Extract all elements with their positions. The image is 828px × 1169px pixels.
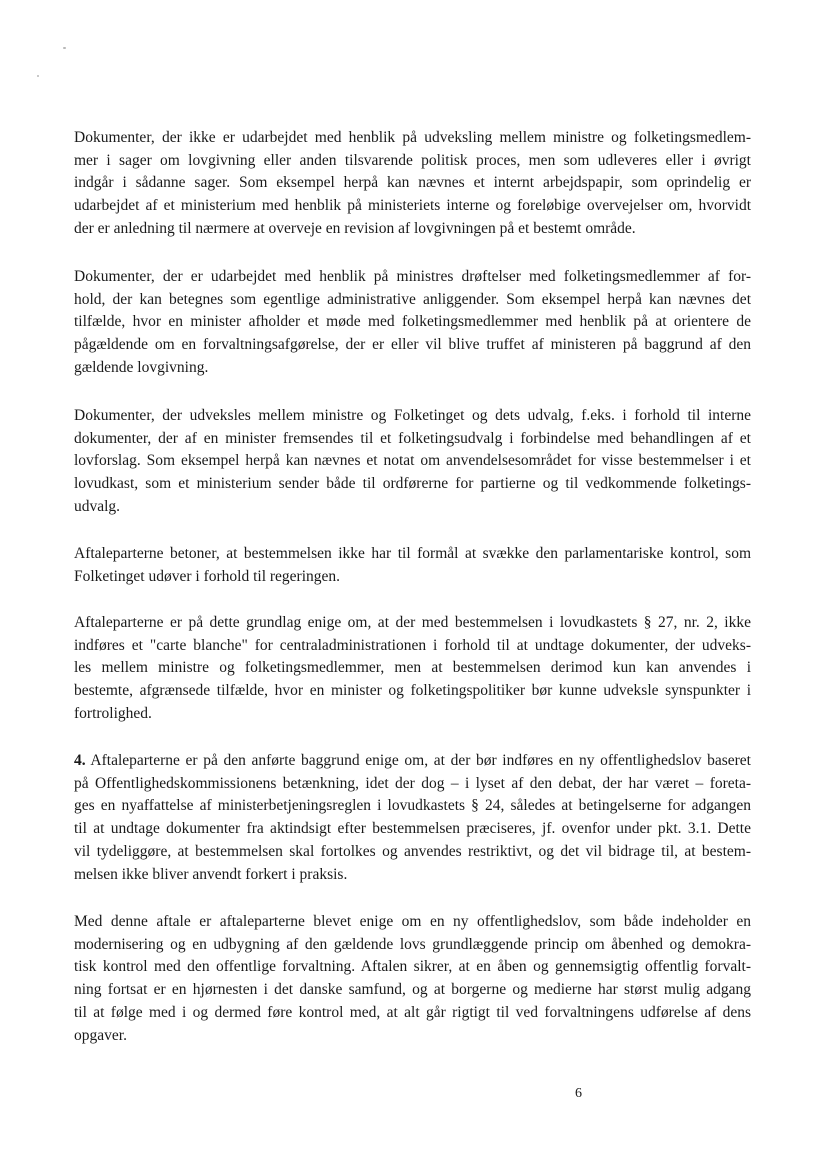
page-number: 6 [575, 1086, 582, 1101]
text-line: melsen ikke bliver anvendt forkert i praksis. [74, 865, 348, 883]
paragraph-folketinget-exchange [74, 405, 751, 519]
paragraph-administrative-matters [74, 266, 751, 380]
text-line: til at undtage dokumenter fra aktindsigt efter bestemmelsen præciseres, jf. ovenfor under pkt. 3.1. Dette [74, 820, 751, 838]
text-line: fortrolighed. [74, 704, 152, 722]
text-line: Folketinget udøver i forhold til regeringen. [74, 567, 341, 585]
text-line: Med denne aftale er aftaleparterne blevet enige om en ny offentlighedslov, som både indeholder en [74, 913, 751, 930]
text-line: på Offentlighedskommissionens betænkning, idet der dog – i lyset af den debat, der har været – foreta- [74, 774, 751, 792]
text-line: hold, der kan betegnes som egentlige administrative anliggender. Som eksempel herpå kan nævnes det [74, 290, 751, 308]
text-line-rest: Aftaleparterne er på den anførte baggrund enige om, at der bør indføres en ny offentlighedslov baseret [85, 752, 751, 769]
text-line: udarbejdet af et ministerium med henblik på ministeriets interne og foreløbige overvejelser om, hvorvidt [74, 197, 751, 215]
text-line: vil tydeliggøre, at bestemmelsen skal fortolkes og anvendes restriktivt, og det vil bidrage til, at bestem- [74, 842, 751, 860]
text-line [74, 750, 751, 773]
text-line: lovudkast, som et ministerium sender både til ordførerne for partierne og til vedkommende folketings- [74, 475, 751, 493]
text-line: opgaver. [74, 1026, 127, 1044]
text-line: dokumenter, der af en minister fremsendes til et folketingsudvalg i forbindelse med behandlingen af et [74, 429, 751, 447]
text-line: bestemte, afgrænsede tilfælde, hvor en minister og folketingspolitiker bør kunne udveksle synspunkter i [74, 682, 751, 700]
scan-speck [37, 75, 39, 77]
text-line: ges en nyaffattelse af ministerbetjeningsreglen i lovudkastets § 24, således at betingelserne for adgangen [74, 797, 751, 815]
text-line: Aftaleparterne betoner, at bestemmelsen ikke har til formål at svække den parlamentariske kontrol, som [74, 545, 751, 562]
text-line: Dokumenter, der udveksles mellem ministre og Folketinget og dets udvalg, f.eks. i forhold til interne [74, 407, 751, 424]
text-line: lovforslag. Som eksempel herpå kan nævnes et notat om anvendelsesområdet for visse bestemmelser i et [74, 452, 751, 470]
text-line: Dokumenter, der ikke er udarbejdet med henblik på udveksling mellem ministre og folketingsmedlem- [74, 129, 751, 146]
paragraph-carte-blanche [74, 612, 751, 726]
section-number: 4. [74, 752, 86, 769]
text-line: les mellem ministre og folketingsmedlemmer, men at bestemmelsen derimod kun kan anvendes i [74, 659, 751, 677]
paragraph-conclusion [74, 911, 751, 1047]
text-line: pågældende om en forvaltningsafgørelse, der er eller vil blive truffet af ministeren på baggrund af den [74, 336, 751, 354]
paragraph-section-4 [74, 750, 751, 886]
scan-speck [63, 47, 66, 49]
paragraph-parliamentary-control [74, 543, 751, 588]
text-line: Dokumenter, der er udarbejdet med henblik på ministres drøftelser med folketingsmedlemmer af for- [74, 268, 751, 285]
text-line: indføres et "carte blanche" for centraladministrationen i forhold til at undtage dokumenter, der udveks- [74, 636, 751, 654]
text-line: tisk kontrol med den offentlige forvaltning. Aftalen sikrer, at en åben og gennemsigtig offentlig forvalt- [74, 958, 751, 976]
text-line: ning fortsat er en hjørnesten i det danske samfund, og at borgerne og medierne har størst mulig adgang [74, 981, 751, 999]
paragraph-internal-documents [74, 127, 751, 241]
text-line: der er anledning til nærmere at overveje en revision af lovgivningen på et bestemt område. [74, 219, 636, 237]
text-line: udvalg. [74, 497, 121, 515]
text-line: gældende lovgivning. [74, 358, 209, 376]
text-line: indgår i sådanne sager. Som eksempel herpå kan nævnes et internt arbejdspapir, som oprindelig er [74, 174, 751, 192]
text-line: Aftaleparterne er på dette grundlag enige om, at der med bestemmelsen i lovudkastets § 27, nr. 2, ikke [74, 614, 751, 631]
text-line: modernisering og en udbygning af den gældende lovs grundlæggende princip om åbenhed og demokra- [74, 935, 751, 953]
text-line: til at følge med i og dermed føre kontrol med, at alt går rigtigt til ved forvaltningens udførelse af dens [74, 1003, 751, 1021]
text-line: mer i sager om lovgivning eller anden tilsvarende politisk proces, men som udleveres eller i øvrigt [74, 151, 751, 169]
text-line: tilfælde, hvor en minister afholder et møde med folketingsmedlemmer med henblik på at orientere de [74, 313, 751, 331]
